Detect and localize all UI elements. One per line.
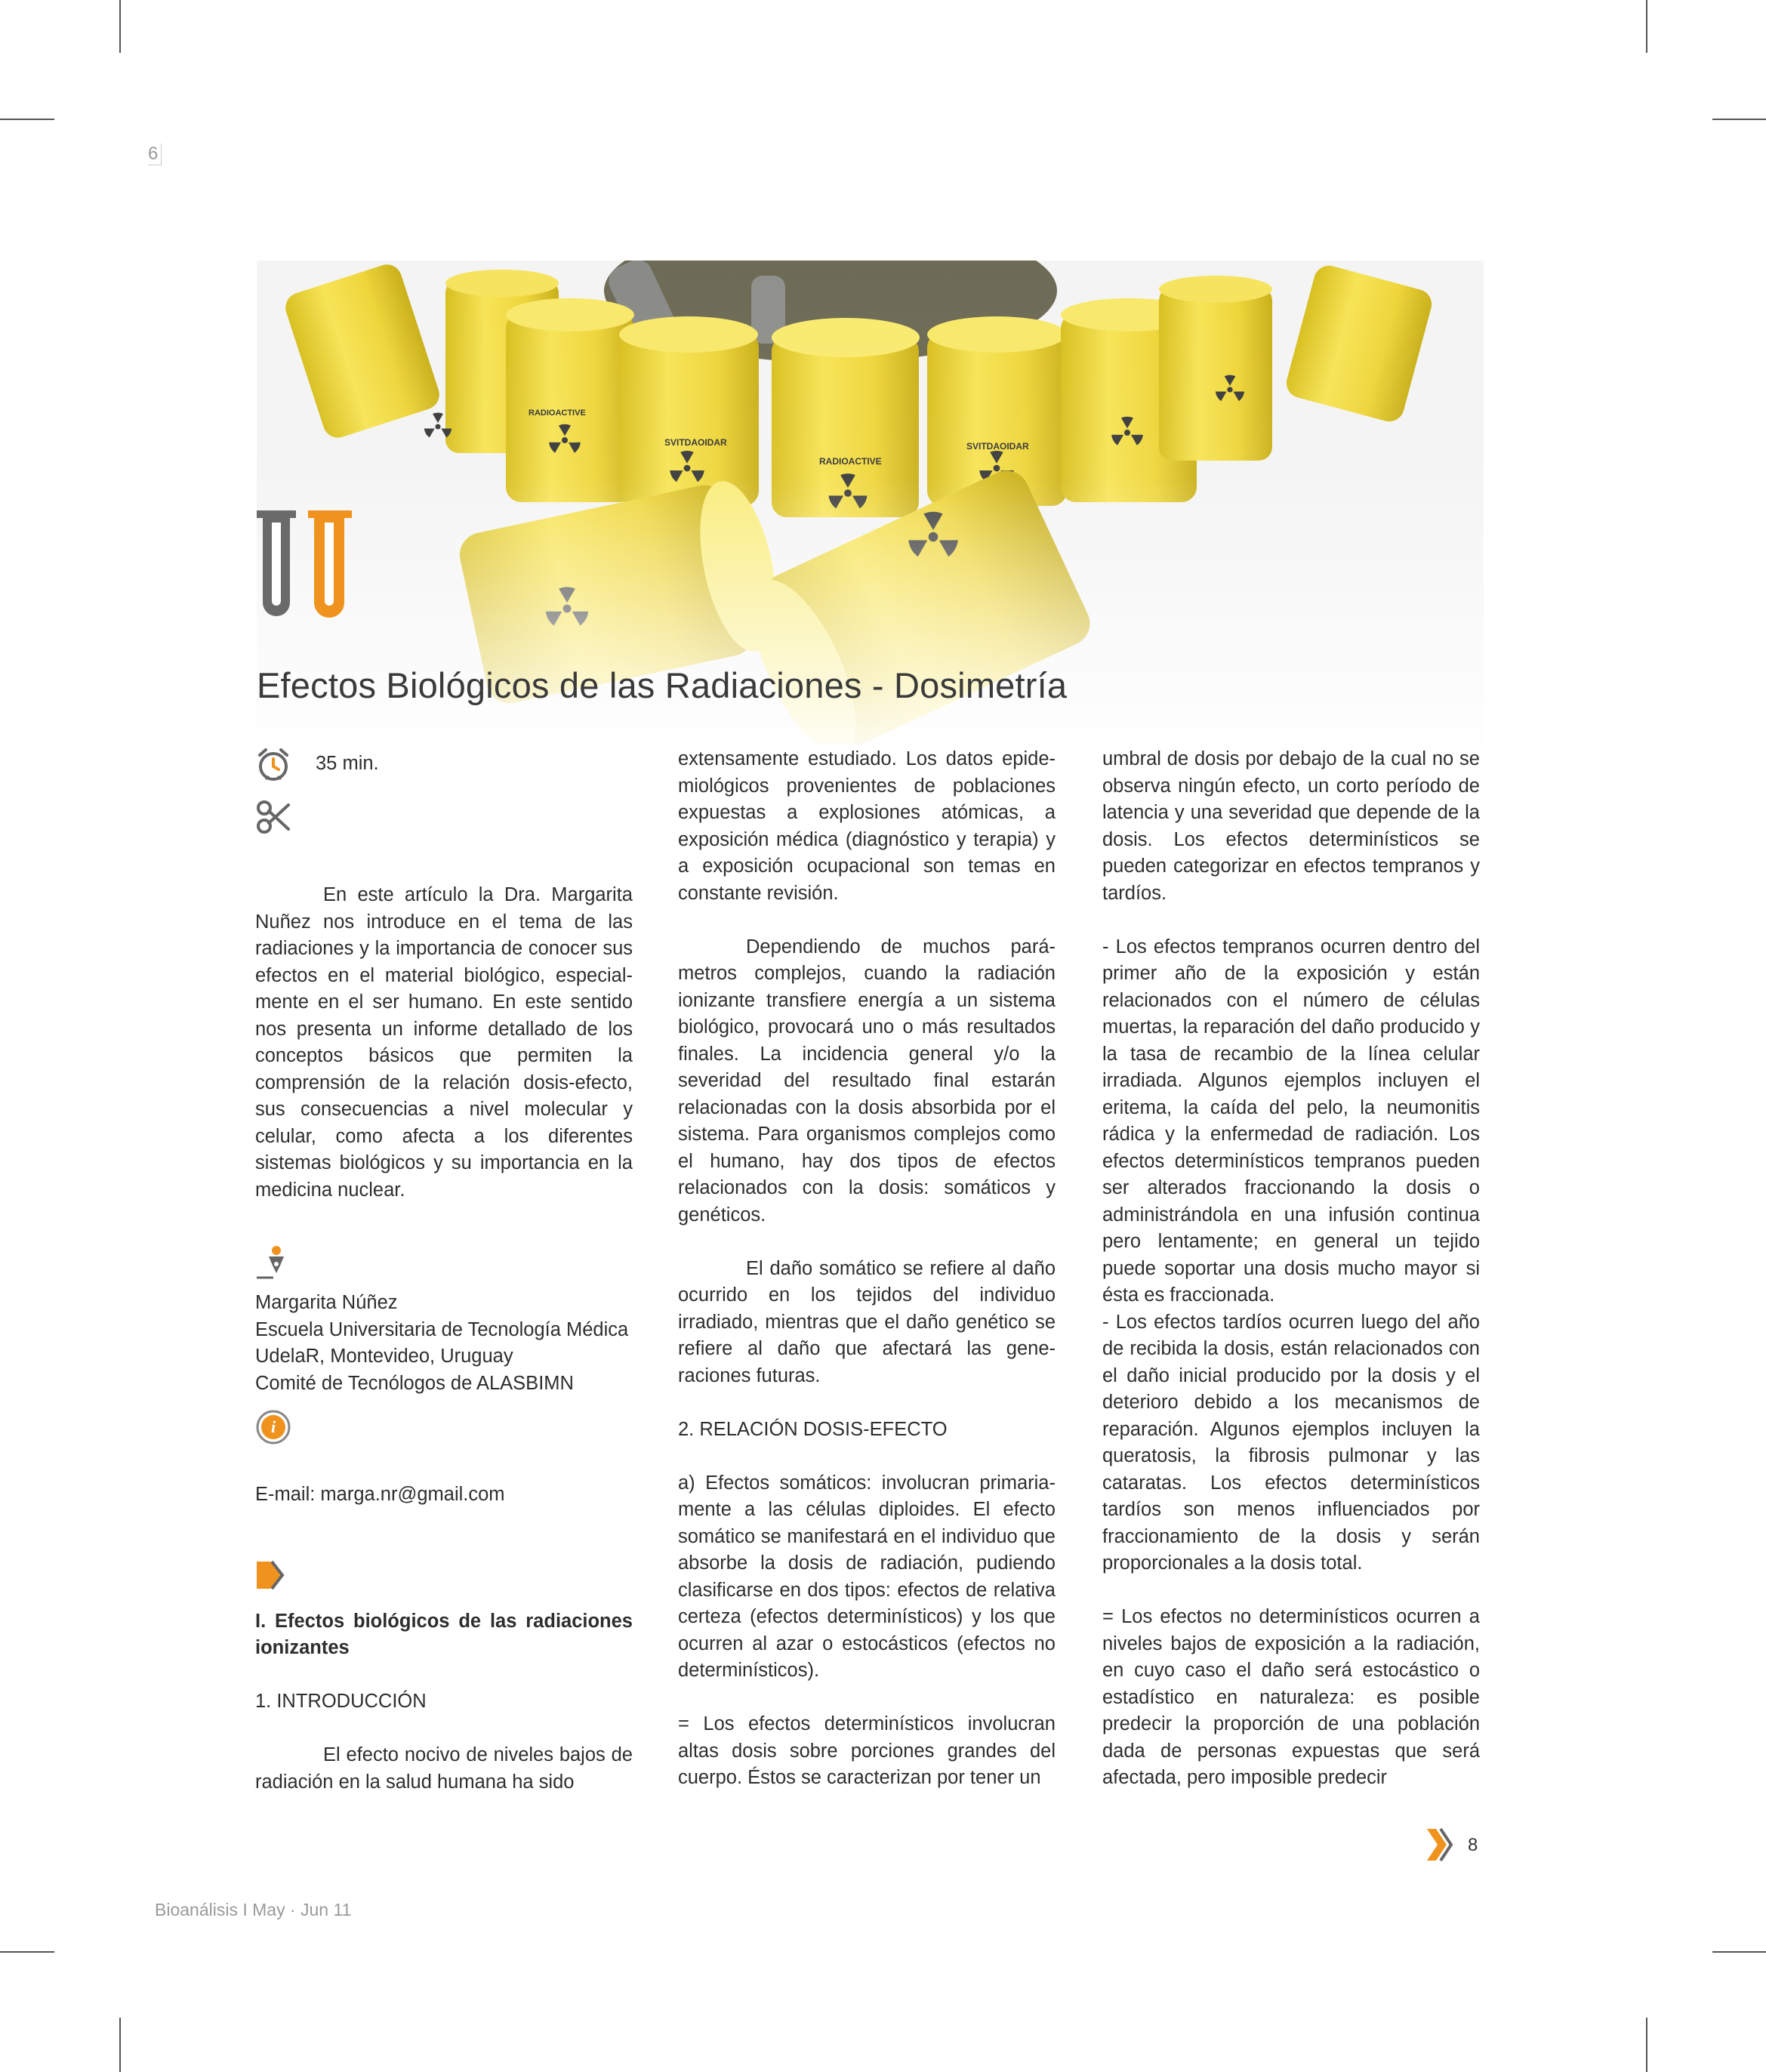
section-heading: I. Efectos biológicos de las radiaciones ionizantes xyxy=(255,1610,633,1658)
crop-mark xyxy=(119,0,121,53)
arrow-icon xyxy=(255,1557,291,1593)
body-paragraph: El daño somático se refiere al daño ocurrido en los tejidos del individuo irradiado, mientras que el daño genético se refiere al daño que afectará las gene-raciones futuras. xyxy=(678,1257,1056,1386)
crop-mark xyxy=(1712,1951,1766,1953)
crop-mark xyxy=(1646,2018,1647,2072)
author-affiliation: Escuela Universitaria de Tecnología Médica xyxy=(255,1318,629,1340)
info-icon xyxy=(255,1409,291,1445)
pen-nib-icon xyxy=(255,1244,291,1281)
body-paragraph: Dependiendo de muchos pará-metros complejos, cuando la radiación ionizante transfiere energía a un sistema biológico, provocará uno o más resultados finales. La incidencia general y/o la severidad del resultado final estarán relacionadas con la dosis absorbida por el sistema. Para organismos complejos como el humano, hay dos tipos de efectos relacionados con la dosis: somáticos y genéticos. xyxy=(678,936,1056,1226)
continue-arrow-icon[interactable] xyxy=(1425,1827,1459,1862)
column-1 xyxy=(255,746,633,1796)
author-affiliation: UdelaR, Montevideo, Uruguay xyxy=(255,1346,513,1367)
body-paragraph: = Los efectos no determinísticos ocurren a niveles bajos de exposición a la radiación, en cuyo caso el daño será estocástico o estadístico en naturaleza: es posible predecir la proporción de una población dada de personas expuestas que será afectada, pero imposible predecir xyxy=(1102,1606,1480,1788)
article-title: Efectos Biológicos de las Radiaciones - Dosimetría xyxy=(257,665,1068,705)
clock-icon xyxy=(255,746,291,782)
crop-mark xyxy=(0,119,54,120)
intro-paragraph: En este artículo la Dra. Margarita Nuñez nos introduce en el tema de las radiaciones y la importancia de conocer sus efectos en el material biológico, especial-mente en el ser humano. En este sentido nos presenta un informe detallado de los conceptos básicos que permiten la comprensión de la relación dosis-efecto, sus consecuencias a nivel molecular y celular, como afecta a los diferentes sistemas biológicos y su importancia en la medicina nuclear. xyxy=(255,884,633,1201)
reading-time xyxy=(255,746,633,782)
crop-mark xyxy=(1646,0,1647,53)
column-3 xyxy=(1102,746,1480,1792)
column-2 xyxy=(678,746,1056,1792)
crop-mark xyxy=(119,2018,121,2072)
author-name: Margarita Núñez xyxy=(255,1292,398,1313)
section-subheading: 1. INTRODUCCIÓN xyxy=(255,1691,427,1712)
reading-time-value: 35 min. xyxy=(316,753,379,774)
body-paragraph: = Los efectos determinísticos involucran altas dosis sobre porciones grandes del cuerpo. Éstos se caracterizan por tener un xyxy=(678,1713,1056,1788)
body-paragraph: umbral de dosis por debajo de la cual no se observa ningún efecto, un corto período de latencia y una severidad que depende de la dosis. Los efectos determinísticos se pueden categorizar en efectos tempranos y tardíos. xyxy=(1102,748,1480,904)
intro-section-paragraph: El efecto nocivo de niveles bajos de radiación en la salud humana ha sido xyxy=(255,1744,633,1793)
body-paragraph: extensamente estudiado. Los datos epide-miológicos provenientes de poblaciones expuestas a explosiones atómicas, a exposición médica (diagnóstico y terapia) y a exposición ocupacional son temas en constante revisión. xyxy=(678,748,1056,904)
author-affiliation: Comité de Tecnólogos de ALASBIMN xyxy=(255,1372,574,1394)
svg-text:i: i xyxy=(270,1417,276,1436)
body-paragraph: - Los efectos tempranos ocurren dentro del primer año de la exposición y están relacionados con el número de células muertas, la reparación del daño producido y la tasa de recambio de la línea celular irradiada. Algunos ejemplos incluyen el eritema, la caída del pelo, la neumonitis rádica y la enfermedad de radiación. Los efectos determinísticos tempranos pueden ser alterados fraccionando la dosis o administrándola en una infusión continua pero lentamente; en general un tejido puede soportar una dosis mucho mayor si ésta es fraccionada. xyxy=(1102,936,1480,1306)
author-email: E-mail: marga.nr@gmail.com xyxy=(255,1484,505,1505)
scissors-icon xyxy=(255,799,291,835)
body-paragraph: - Los efectos tardíos ocurren luego del año de recibida la dosis, están relacionados con el daño inicial producido por la dosis y el deterioro debido a los mecanismos de reparación. Algunos ejemplos incluyen la queratosis, la fibrosis pulmonar y las cataratas. Los efectos determinísticos tardíos son menos influenciados por fraccionamiento de la dosis y serán proporcionales a la dosis total. xyxy=(1102,1311,1480,1574)
continue-page-number: 8 xyxy=(1468,1835,1478,1855)
footer: Bioanálisis I May · Jun 11 xyxy=(155,1900,352,1919)
section-subheading-dose-effect: 2. RELACIÓN DOSIS-EFECTO xyxy=(678,1418,948,1440)
crop-mark xyxy=(1712,119,1766,120)
test-tubes-logo xyxy=(254,507,356,628)
page-number: 6 xyxy=(148,143,162,165)
body-paragraph: a) Efectos somáticos: involucran primaria-mente a las células diploides. El efecto somático se manifestará en el individuo que absorbe la dosis de radiación, pudiendo clasificarse en dos tipos: efectos de relativa certeza (efectos determinísticos) y los que ocurren al azar o estocásticos (efectos no determinísticos). xyxy=(678,1472,1056,1681)
crop-mark xyxy=(0,1951,54,1953)
